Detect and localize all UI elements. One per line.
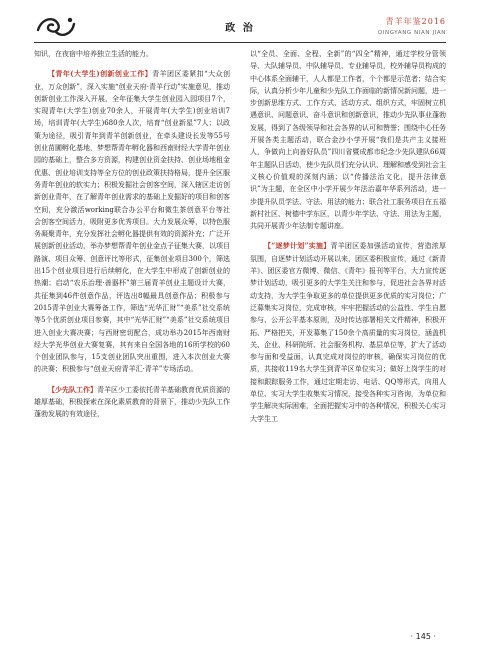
section-body: 青羊团区委紧扣“大众创业，万众创新”，深入实施“创业天府·青羊行动”实施意见，推动创新创业工作深入开展，全年征集大学生创业园入园项目7个，实现青年(大学生)创业70余人，开展青年(大学生)创业培训7场，培训青年(大学生)680余人次，培育“创业新星”7人；以政策为途径，吸引青年到青羊创新创业，在牵头建设长发等55号创业苗圃孵化基地，梦想帮青年孵化器和西南财经大学青年创业园的基础上，整合多方资源，构建创业资金扶持、创业场地租金优惠、创业培训支持等全方位的创业政策扶持格局，提升全区服务青年创业的软实力；积极发掘社会创客空间，深入辖区走访创新创业青年，在了解青年创业需求的基础上发掘好的项目和创客空间，充分激活working联合办公平台和微生茶创意平台等社会创客空间活力，吸附更多优秀项目。大力发展众筹，以特色服务凝聚青年，充分发挥社会孵化器提供有效的资源补充；广泛开展创新创业活动，举办梦想帮青年创业金点子征集大赛，以项目路演、项目众筹、创意评比等形式，征集创业项目300个，筛选出15个创业项目进行后续孵化，在大学生中形成了创新创业的热潮；启动“农乐治理·善器杯”第三届青羊创业主题设计大赛，共征集到46件创意作品，评选出8幅最具创意作品；积极参与2015青羊创业大赛筹备工作，筛选“光华汇财”“美系”社交系统等5个优质创业项目参赛，其中“光华汇财”“美系”社交系统项目进入创业大赛决赛；与西财密切配合，成功举办2015年西南财经大学光华创业大赛复赛，其有来自全国各地的16所学校的60个创业团队参与，15支创业团队突出重围，进入本次创业大赛的决赛；积极参与“创业天府青羊汇·青羊”专场活动。 bbox=[34, 70, 230, 374]
paragraph: 知识，在夜宿中培养独立生活的能力。 bbox=[34, 50, 153, 58]
section-body: 青羊区少工委依托青羊基础教育优质资源的雄厚基础，积极探索在深化素质教育的背景下，推动少先队工作蓬勃发展的有效途径， bbox=[34, 385, 230, 419]
page-number: · 145 · bbox=[410, 632, 436, 641]
left-column bbox=[34, 48, 230, 421]
section-innovation bbox=[34, 68, 230, 375]
section-heading: 【少先队工作】 bbox=[48, 384, 97, 394]
paragraph: 以“全员、全面、全程、全新”的“四全”精神，通过学校分管领导、大队辅导员、中队辅导员、专业辅导员，校外辅导员构成的中心体系全面辅干，人人都是工作者，个个都是示范者；结合实际，认真分析少年儿童和少先队工作面临的新情况新问题，进一步创新思维方式、工作方式、活动方式、组织方式，牢固树立机遇意识、问题意识、奋斗意识和创新意识，推动少先队事业蓬勃发展，得到了各级领导和社会各界的认可和赞誉；围绕中心任务开展各类主题活动，联合金沙小学开展“我们是共产主义接班人，争做向上向善好队员”四川省暨成都市纪念少先队建队66周年主题队日活动，使少先队员们充分认识、理解和感受到社会主义核心价值观的深刻内涵；以“传播法治文化，提升法律意识”为主题，在全区中小学开展少年法治嘉年华系列活动，进一步提升队员学法、守法、用法的能力；联合社工服务项目在五福新村社区、树德中学东区，以青少年学法、守法、用法为主题，共同开展青少年法制专题讲座。 bbox=[250, 50, 446, 231]
section-dream-plan bbox=[250, 240, 446, 424]
section-young-pioneers bbox=[34, 384, 230, 421]
yearbook-title: 青羊年鉴2016 bbox=[385, 17, 446, 26]
section-body: 青羊团区委加强活动宣传，营造浓厚氛围，自逐梦计划活动开展以来，团区委积极宣传，通过《新青羊》、团区委官方微博、微信、《青年》报刊等平台，大力宣传逐梦计划活动，吸引更多的大学生关注和参与，促进社会各界对活动支持，为大学生争取更多的单位提供更多优质的实习岗位；广泛募集实习岗位，完成审核，牢牢把握活动的公益性、学生自愿参与、公开公平基本原则，及时传达部署相关文件精神，积极开拓、严格把关，开发募集了150余个高质量的实习岗位，涵盖机关、企业、科研院所、社会服务机构、基层单位等，扩大了活动参与面和受益面，认真完成对岗位的审核，确保实习岗位的优质，共接收119名大学生到青羊区单位实习；做好上岗学生的对接和跟踪服务工作，通过定期走访、电话、QQ等形式，向用人单位、实习大学生收集实习情况，接受各种实习咨询，为单位和学生解决实际困难，全面把握实习中的各种情况，积极关心实习大学生工 bbox=[250, 242, 446, 423]
yearbook-title-en: QINGYANG NIAN JIAN bbox=[377, 30, 446, 36]
page-title: 政 治 bbox=[225, 23, 255, 34]
section-heading: 【青年(大学生)创新创业工作】 bbox=[48, 69, 153, 79]
header-divider bbox=[34, 42, 446, 43]
section-heading: 【“逐梦计划”实施】 bbox=[264, 241, 331, 251]
right-column bbox=[250, 48, 446, 425]
